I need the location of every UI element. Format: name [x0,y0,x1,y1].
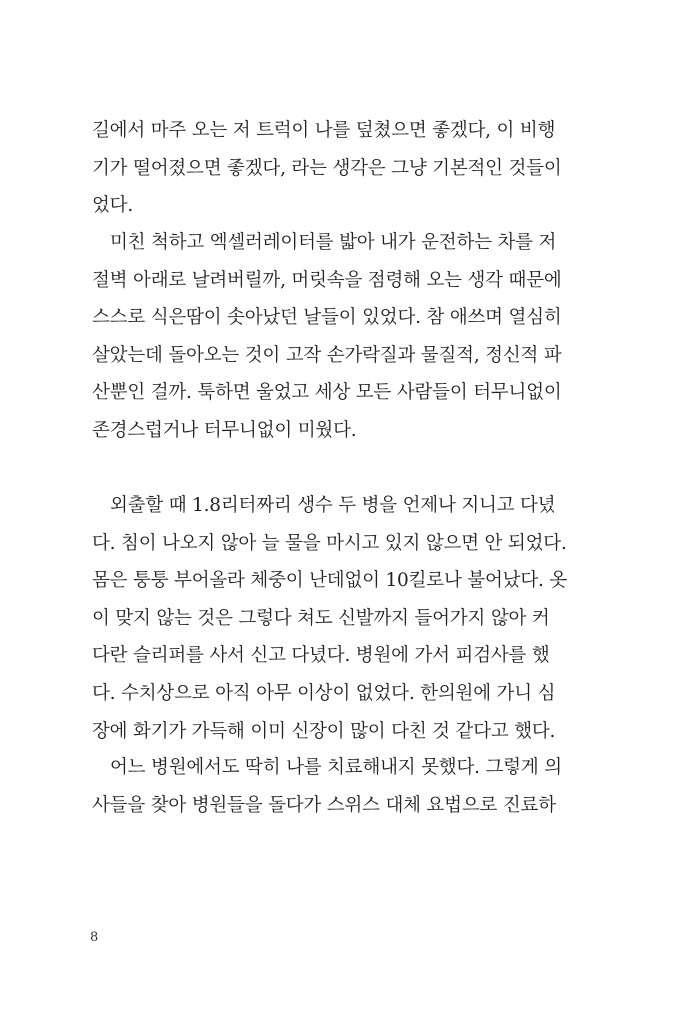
paragraph [92,224,562,450]
text-line: 다. 수치상으로 아직 아무 이상이 없었다. 한의원에 가니 심 [92,682,556,704]
text-line: 다란 슬리퍼를 사서 신고 다녔다. 병원에 가서 피검사를 했 [92,645,550,667]
text-line: 었다. [92,195,134,217]
text-line: 이 맞지 않는 것은 그렇다 쳐도 신발까지 들어가지 않아 커 [92,607,550,629]
text-line: 존경스럽거나 터무니없이 미웠다. [92,419,357,441]
text-line: 길에서 마주 오는 저 트럭이 나를 덮쳤으면 좋겠다, 이 비행 [92,120,556,141]
text-line: 스스로 식은땀이 솟아났던 날들이 있었다. 참 애쓰며 열심히 [92,307,562,329]
text-line: 장에 화기가 가득해 이미 신장이 많이 다친 것 같다고 했다. [92,720,556,742]
text-line: 몸은 퉁퉁 부어올라 체중이 난데없이 10킬로나 불어났다. 옷 [92,570,568,592]
page-number: 8 [90,930,99,945]
text-line: 외출할 때 1.8리터짜리 생수 두 병을 언제나 지니고 다녔 [110,495,556,516]
text-line: 절벽 아래로 날려버릴까, 머릿속을 점령해 오는 생각 때문에 [92,269,562,291]
paragraph [92,487,568,750]
text-line: 다. 침이 나오지 않아 늘 물을 마시고 있지 않으면 안 되었다. [92,532,567,554]
paragraph [92,112,562,225]
text-line: 사들을 찾아 병원들을 돌다가 스위스 대체 요법으로 진료하 [92,794,556,816]
text-line: 살았는데 돌아오는 것이 고작 손가락질과 물질적, 정신적 파 [92,344,562,366]
paragraph [92,749,562,824]
text-line: 어느 병원에서도 딱히 나를 치료해내지 못했다. 그렇게 의 [110,757,562,778]
text-line: 미친 척하고 엑셀러레이터를 밟아 내가 운전하는 차를 저 [110,232,557,253]
text-line: 기가 떨어졌으면 좋겠다, 라는 생각은 그냥 기본적인 것들이 [92,157,562,179]
text-line: 산뿐인 걸까. 툭하면 울었고 세상 모든 사람들이 터무니없이 [92,382,562,404]
